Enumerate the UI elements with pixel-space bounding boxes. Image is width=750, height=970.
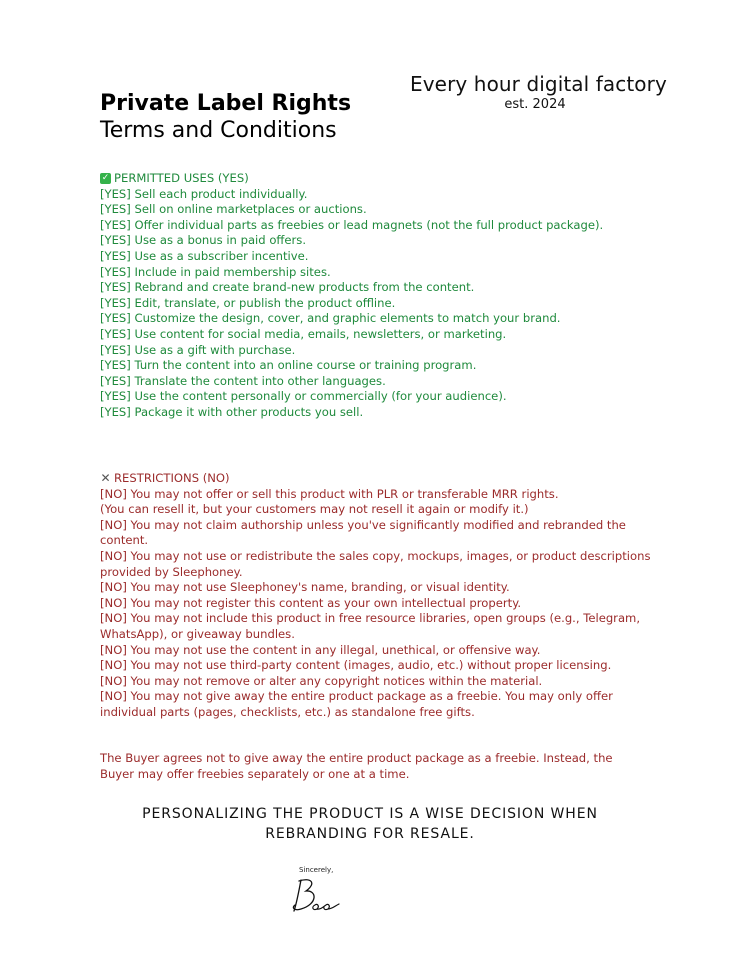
restriction-item: [NO] You may not include this product in free resource libraries, open groups (e.g., Telegram, WhatsApp), or giveaway bundles. — [100, 611, 641, 641]
brand-block — [410, 72, 667, 112]
permitted-item: [YES] Use as a gift with purchase. — [100, 342, 296, 357]
permitted-item: [YES] Sell on online marketplaces or auctions. — [100, 202, 367, 217]
title-block — [100, 90, 351, 144]
restrictions-heading — [100, 471, 660, 487]
permitted-item: [YES] Use as a bonus in paid offers. — [100, 233, 307, 248]
permitted-item: [YES] Edit, translate, or publish the product offline. — [100, 295, 396, 310]
restriction-item: [NO] You may not use or redistribute the sales copy, mockups, images, or product descriptions provided by Sleephoney. — [100, 548, 651, 579]
permitted-item: [YES] Sell each product individually. — [100, 186, 308, 201]
permitted-item: [YES] Use as a subscriber incentive. — [100, 248, 309, 263]
restriction-note: (You can resell it, but your customers may not resell it again or modify it.) — [100, 502, 529, 517]
restriction-item: [NO] You may not claim authorship unless you've significantly modified and rebranded the content. — [100, 517, 626, 548]
restriction-item: [NO] You may not remove or alter any copyright notices within the material. — [100, 673, 543, 688]
restriction-item: [NO] You may not offer or sell this product with PLR or transferable MRR rights. — [100, 486, 559, 501]
permitted-uses-section — [100, 171, 660, 421]
permitted-heading — [100, 171, 660, 187]
restrictions-section — [100, 471, 660, 721]
signoff-block — [287, 866, 357, 920]
permitted-item: [YES] Include in paid membership sites. — [100, 264, 331, 279]
brand-name: Every hour digital factory — [410, 72, 667, 96]
permitted-item: [YES] Translate the content into other languages. — [100, 373, 386, 388]
x-icon: ✕ — [100, 471, 111, 485]
permitted-item: [YES] Customize the design, cover, and graphic elements to match your brand. — [100, 311, 561, 326]
buyer-agreement-text: The Buyer agrees not to give away the entire product package as a freebie. Instead, the Buyer may offer freebies separately or one at a time. — [100, 751, 613, 781]
brand-established: est. 2024 — [504, 97, 566, 112]
check-icon: ✓ — [101, 173, 110, 184]
restriction-item: [NO] You may not use the content in any illegal, unethical, or offensive way. — [100, 642, 541, 657]
permitted-item: [YES] Package it with other products you sell. — [100, 404, 364, 419]
permitted-item: [YES] Use content for social media, emails, newsletters, or marketing. — [100, 326, 507, 341]
signature-boo — [287, 876, 349, 916]
restriction-item: [NO] You may not give away the entire product package as a freebie. You may only offer individual parts (pages, checklists, etc.) as standalone free gifts. — [100, 689, 613, 719]
page-title: Private Label Rights — [100, 91, 352, 116]
sincerely-text: Sincerely, — [299, 866, 334, 874]
permitted-item: [YES] Offer individual parts as freebies or lead magnets (not the full product package). — [100, 217, 604, 232]
permitted-item: [YES] Turn the content into an online course or training program. — [100, 358, 477, 373]
permitted-item: [YES] Rebrand and create brand-new products from the content. — [100, 280, 475, 295]
restriction-item: [NO] You may not use third-party content (images, audio, etc.) without proper licensing. — [100, 658, 612, 673]
closing-statement: PERSONALIZING THE PRODUCT IS A WISE DECISION WHEN REBRANDING FOR RESALE. — [142, 806, 598, 842]
faint-background-text — [0, 418, 400, 468]
restriction-item: [NO] You may not use Sleephoney's name, branding, or visual identity. — [100, 580, 510, 595]
page-subtitle: Terms and Conditions — [100, 118, 337, 143]
restriction-item: [NO] You may not register this content as your own intellectual property. — [100, 595, 522, 610]
permitted-item: [YES] Use the content personally or commercially (for your audience). — [100, 389, 507, 404]
permitted-heading-label: PERMITTED USES (YES) — [114, 171, 249, 185]
restrictions-heading-label: RESTRICTIONS (NO) — [114, 471, 230, 485]
